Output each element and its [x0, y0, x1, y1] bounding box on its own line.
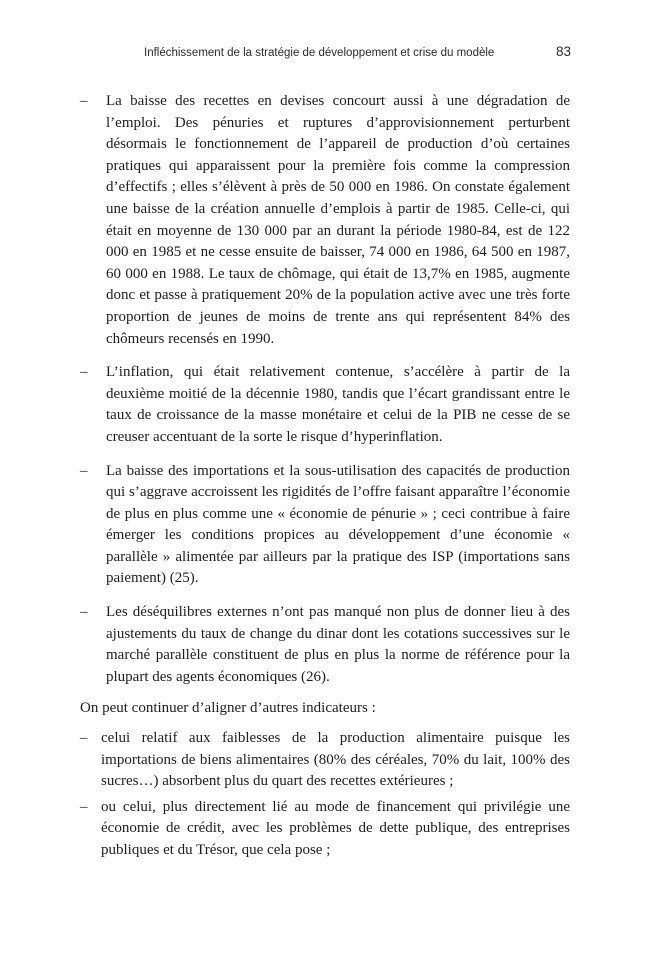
- list-item-text: Les déséquilibres externes n’ont pas manqué non plus de donner lieu à des ajustements du taux de change du dinar dont les cotations successives sur le marché parallèle constituent de plus en plus la norme de référence pour la plupart des agents économiques (26).: [106, 604, 570, 685]
- list-item-text: La baisse des importations et la sous-utilisation des capacités de production qui s’aggrave accroissent les rigidités de l’offre faisant apparaître l’économie de plus en plus comme une « économie de pénurie » ; ceci contribue à faire émerger les conditions propices au développement d’une économie « parallèle » alimentée par ailleurs par la pratique des ISP (importations sans paiement) (25).: [106, 462, 570, 587]
- page-number: 83: [555, 44, 571, 59]
- dash-bullet: –: [80, 798, 88, 815]
- dash-bullet: –: [80, 364, 88, 381]
- list-item: [80, 797, 570, 862]
- body-text: [80, 91, 570, 866]
- intro-paragraph: On peut continuer d’aligner d’autres indicateurs :: [80, 700, 376, 717]
- list-item: [80, 461, 570, 591]
- list-item-text: L’inflation, qui était relativement contenue, s’accélère à partir de la deuxième moitié de la décennie 1980, tandis que l’écart grandissant entre le taux de croissance de la masse monétaire et celui de la PIB ne cesse de se creuser accentuant de la sorte le risque d’hyperinflation.: [106, 364, 570, 445]
- list-item-text: ou celui, plus directement lié au mode de financement qui privilégie une économie de crédit, avec les problèmes de dette publique, des entreprises publiques et du Trésor, que cela pose ;: [101, 798, 570, 858]
- list-item: [80, 362, 570, 448]
- list-item: [80, 728, 570, 793]
- dash-bullet: –: [80, 93, 88, 109]
- list-item-text: celui relatif aux faiblesses de la production alimentaire puisque les importations de biens alimentaires (80% des céréales, 70% du lait, 100% des sucres…) absorbent plus du quart des recettes extérieures ;: [101, 730, 570, 790]
- dash-bullet: –: [80, 462, 88, 479]
- dash-bullet: –: [80, 604, 88, 621]
- list-item-text: La baisse des recettes en devises concourt aussi à une dégradation de l’emploi. Des pénuries et ruptures d’approvisionnement perturbent désormais le fonctionnement de l’appareil de production d’où certaines pratiques qui apparaissent pour la première fois comme la compression d’effectifs ; elles s’élèvent à près de 50 000 en 1986. On constate également une baisse de la création annuelle d’emplois à partir de 1985. Celle-ci, qui était en moyenne de 130 000 par an durant la période 1980-84, est de 122 000 en 1985 et ne cesse ensuite de baisser, 74 000 en 1986, 64 500 en 1987, 60 000 en 1988. Le taux de chômage, qui était de 13,7% en 1985, augmente donc et passe à pratiquement 20% de la population active avec une très forte proportion de jeunes de moins de trente ans qui représentent 84% des chômeurs recensés en 1990.: [106, 93, 570, 347]
- list-item: [80, 602, 570, 688]
- running-header: Infléchissement de la stratégie de développement et crise du modèle: [144, 47, 495, 59]
- dash-bullet: –: [80, 730, 88, 747]
- list-item: [80, 91, 570, 350]
